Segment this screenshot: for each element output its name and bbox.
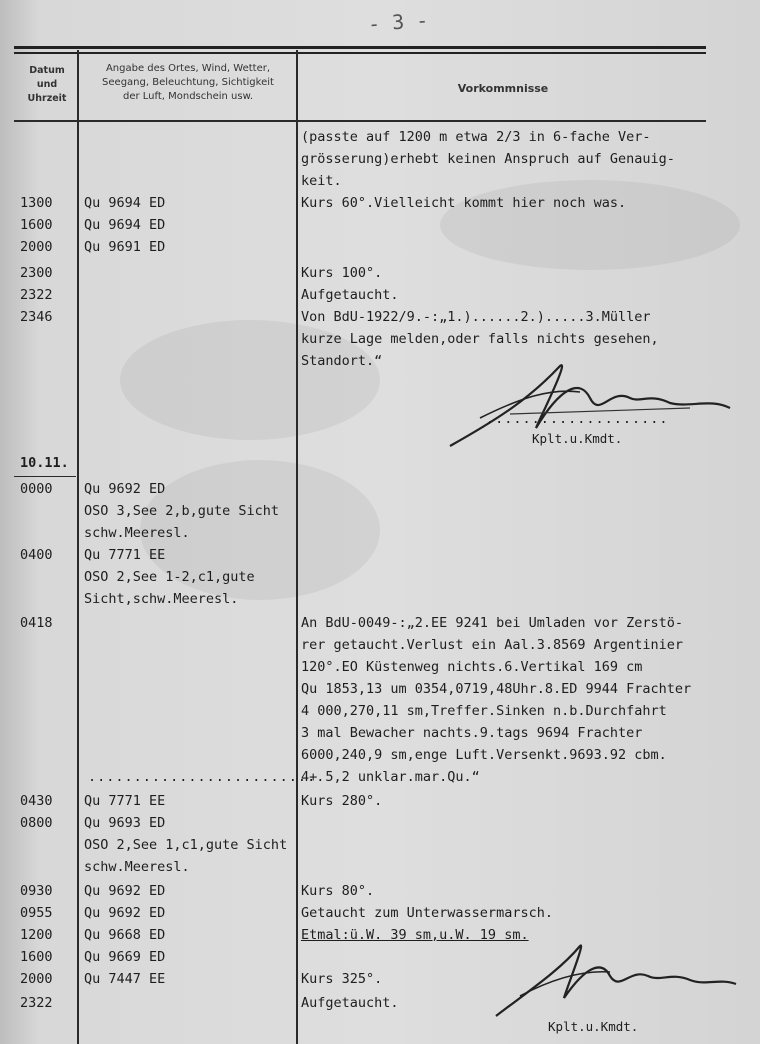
signature-label: Kplt.u.Kmdt. bbox=[548, 1019, 639, 1034]
entry-time: 2346 bbox=[20, 309, 53, 325]
continuation-line: (passte auf 1200 m etwa 2/3 in 6-fache Ver- bbox=[301, 129, 651, 145]
entry-text: Aufgetaucht. bbox=[301, 995, 399, 1011]
entry-time: 0955 bbox=[20, 905, 53, 921]
entry-location: Qu 9692 ED bbox=[84, 481, 166, 497]
signature-mark bbox=[490, 940, 740, 1020]
entry-weather: OSO 2,See 1-2,c1,gute bbox=[84, 569, 255, 585]
header-datum-line: Uhrzeit bbox=[27, 93, 67, 104]
entry-text: Standort.“ bbox=[301, 353, 383, 369]
entry-location: Qu 9668 ED bbox=[84, 927, 166, 943]
date-rule bbox=[14, 476, 76, 477]
continuation-line: grösserung)erhebt keinen Anspruch auf Genauig- bbox=[301, 151, 675, 167]
header-angabe-line: Angabe des Ortes, Wind, Wetter, bbox=[105, 63, 271, 74]
column-divider bbox=[77, 50, 79, 1044]
entry-text: Kurs 100°. bbox=[301, 265, 383, 281]
entry-location: Qu 7771 EE bbox=[84, 547, 166, 563]
entry-location: Qu 9669 ED bbox=[84, 949, 166, 965]
entry-time: 0000 bbox=[20, 481, 53, 497]
entry-text: kurze Lage melden,oder falls nichts gesehen, bbox=[301, 331, 659, 347]
entry-time: 1200 bbox=[20, 927, 53, 943]
entry-text: 120°.EO Küstenweg nichts.6.Vertikal 169 cm bbox=[301, 659, 643, 675]
entry-text: 4+ 5,2 unklar.mar.Qu.“ bbox=[301, 769, 480, 785]
entry-weather: schw.Meeresl. bbox=[84, 525, 190, 541]
entry-text: Getaucht zum Unterwassermarsch. bbox=[301, 905, 553, 921]
entry-time: 2322 bbox=[20, 287, 53, 303]
entry-text: rer getaucht.Verlust ein Aal.3.8569 Argentinier bbox=[301, 637, 684, 653]
column-divider bbox=[296, 50, 298, 1044]
header-datum bbox=[16, 64, 78, 106]
header-angabe bbox=[80, 62, 296, 104]
entry-text: An BdU-0049-:„2.EE 9241 bei Umladen vor Zerstö- bbox=[301, 615, 684, 631]
entry-text: 6000,240,9 sm,enge Luft.Versenkt.9693.92 cbm. bbox=[301, 747, 667, 763]
entry-time: 0430 bbox=[20, 793, 53, 809]
dotted-leader: .......................... bbox=[88, 769, 326, 785]
header-vorkommnisse: Vorkommnisse bbox=[457, 82, 549, 95]
entry-weather: Sicht,schw.Meeresl. bbox=[84, 591, 239, 607]
header-datum-line: Datum bbox=[29, 65, 65, 76]
entry-time: 1600 bbox=[20, 949, 53, 965]
entry-text: Qu 1853,13 um 0354,0719,48Uhr.8.ED 9944 Frachter bbox=[301, 681, 692, 697]
entry-text: Kurs 325°. bbox=[301, 971, 383, 987]
entry-text: Kurs 280°. bbox=[301, 793, 383, 809]
header-datum-line: und bbox=[36, 79, 58, 90]
header-rule bbox=[14, 120, 706, 122]
entry-location: Qu 9692 ED bbox=[84, 883, 166, 899]
top-rule bbox=[14, 52, 706, 54]
page-number: - 3 - bbox=[367, 7, 429, 37]
entry-text: Aufgetaucht. bbox=[301, 287, 399, 303]
entry-time: 0930 bbox=[20, 883, 53, 899]
header-angabe-line: der Luft, Mondschein usw. bbox=[122, 91, 254, 102]
entry-time: 1600 bbox=[20, 217, 53, 233]
signature-label: Kplt.u.Kmdt. bbox=[532, 431, 623, 446]
entry-text: Etmal:ü.W. 39 sm,u.W. 19 sm. bbox=[301, 927, 529, 943]
entry-time: 0418 bbox=[20, 615, 53, 631]
entry-time: 2300 bbox=[20, 265, 53, 281]
entry-location: Qu 7771 EE bbox=[84, 793, 166, 809]
entry-weather: OSO 2,See 1,c1,gute Sicht bbox=[84, 837, 288, 853]
header-angabe-line: Seegang, Beleuchtung, Sichtigkeit bbox=[102, 77, 274, 88]
entry-location: Qu 9691 ED bbox=[84, 239, 166, 255]
entry-time: 2322 bbox=[20, 995, 53, 1011]
entry-text: Von BdU-1922/9.-:„1.)......2.).....3.Müller bbox=[301, 309, 651, 325]
entry-time: 0800 bbox=[20, 815, 53, 831]
entry-location: Qu 9694 ED bbox=[84, 217, 166, 233]
entry-location: Qu 9693 ED bbox=[84, 815, 166, 831]
entry-text: 3 mal Bewacher nachts.9.tags 9694 Frachter bbox=[301, 725, 643, 741]
entry-location: Qu 7447 EE bbox=[84, 971, 166, 987]
entry-time: 2000 bbox=[20, 971, 53, 987]
entry-time: 1300 bbox=[20, 195, 53, 211]
entry-text: Kurs 60°.Vielleicht kommt hier noch was. bbox=[301, 195, 627, 211]
signature-dots: .................... bbox=[486, 411, 669, 427]
entry-text: 4 000,270,11 sm,Treffer.Sinken n.b.Durchfahrt bbox=[301, 703, 667, 719]
entry-weather: schw.Meeresl. bbox=[84, 859, 190, 875]
top-rule bbox=[14, 46, 706, 49]
entry-location: Qu 9694 ED bbox=[84, 195, 166, 211]
entry-time: 2000 bbox=[20, 239, 53, 255]
entry-time: 0400 bbox=[20, 547, 53, 563]
entry-text: Kurs 80°. bbox=[301, 883, 375, 899]
entry-weather: OSO 3,See 2,b,gute Sicht bbox=[84, 503, 280, 519]
entry-location: Qu 9692 ED bbox=[84, 905, 166, 921]
date-heading: 10.11. bbox=[20, 455, 69, 471]
continuation-line: keit. bbox=[301, 173, 342, 189]
